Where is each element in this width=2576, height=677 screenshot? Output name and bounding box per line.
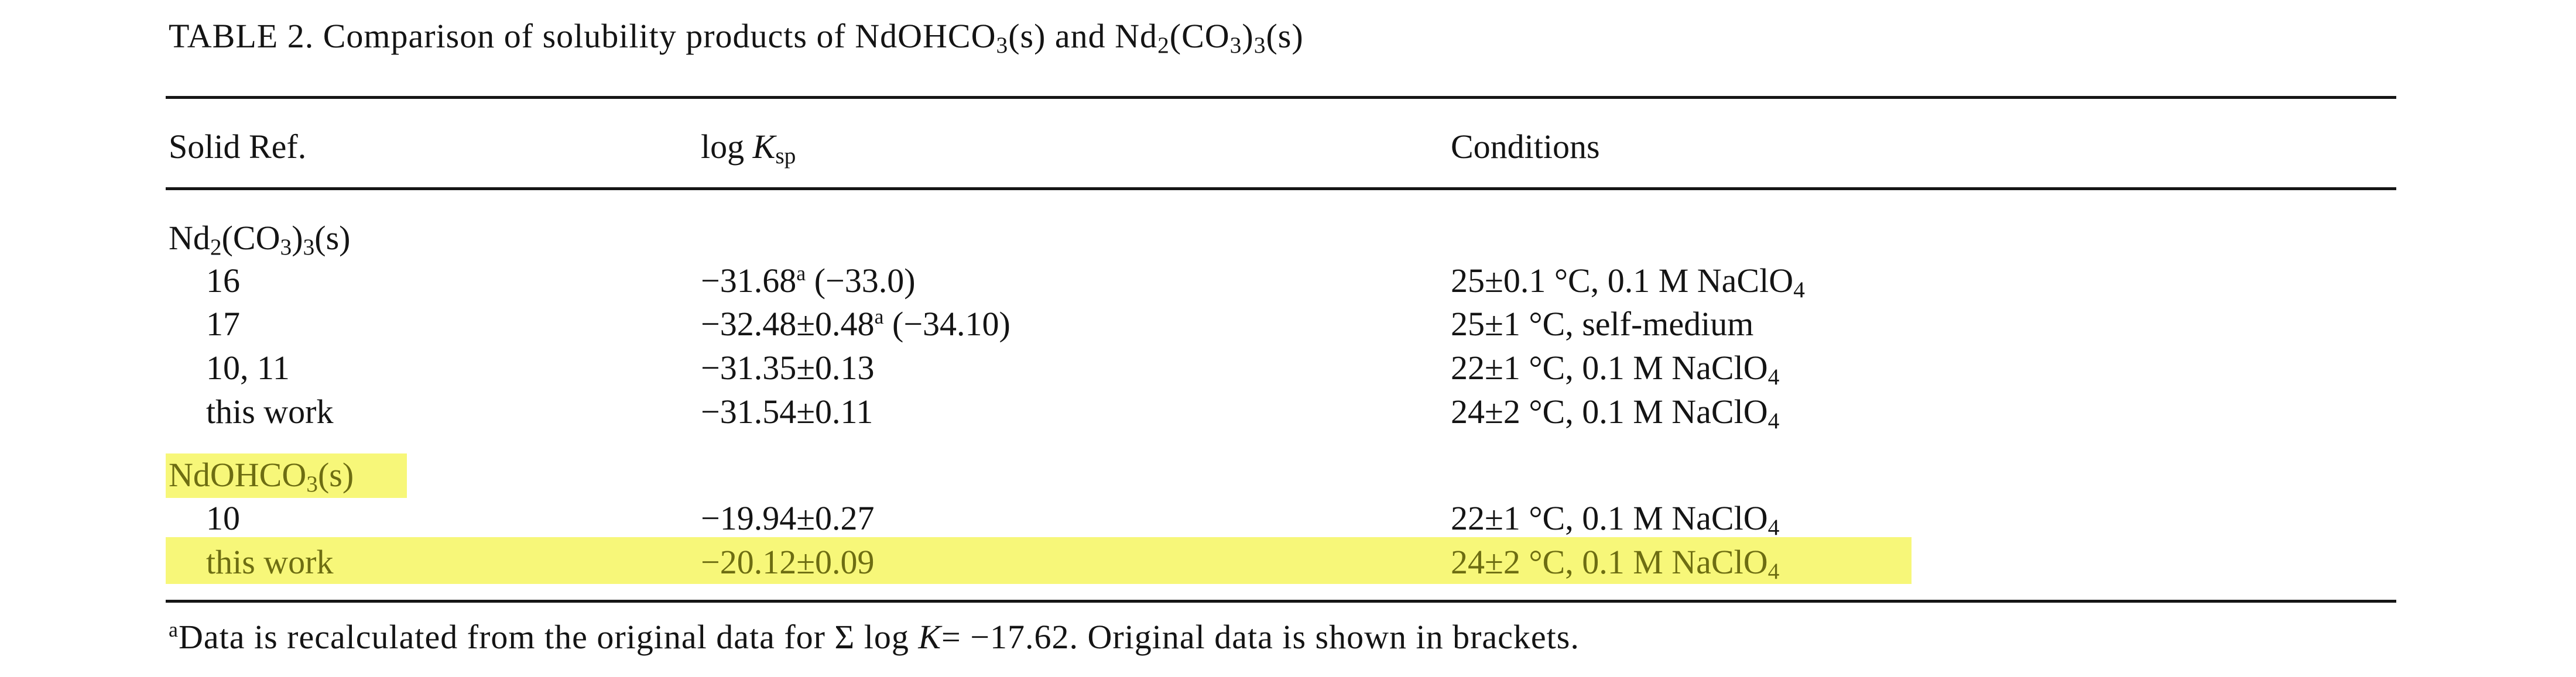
footnote-mark: a xyxy=(169,618,179,642)
caption-text: (s) and Nd xyxy=(1008,17,1158,55)
row-log-ksp: −31.35±0.13 xyxy=(701,349,875,387)
row-ref-highlighted: this work xyxy=(206,543,334,581)
caption-subscript: 2 xyxy=(1157,32,1170,59)
row-conditions: 22±1 °C, 0.1 M NaClO$_4$ xyxy=(1451,499,1780,541)
row-log-ksp: −31.68$^a$ (−33.0) xyxy=(701,262,916,300)
row-log-ksp: −19.94±0.27 xyxy=(701,499,875,537)
header-solid-ref: Solid Ref. xyxy=(169,128,307,166)
row-ref: 10 xyxy=(206,499,240,537)
table-caption xyxy=(169,16,1304,59)
row-conditions: 24±2 °C, 0.1 M NaClO$_4$ xyxy=(1451,393,1780,434)
row-log-ksp-highlighted: −20.12±0.09 xyxy=(701,543,875,581)
table-bottom-rule xyxy=(166,600,2396,603)
caption-subscript: 3 xyxy=(1229,32,1242,59)
caption-text: (CO xyxy=(1169,17,1230,55)
row-conditions-highlighted: 24±2 °C, 0.1 M NaClO$_4$ xyxy=(1451,543,1780,585)
group-title-nd2co33: $Nd_2(CO_3)_3(s)$ xyxy=(169,219,351,260)
row-conditions: 25±1 °C, self-medium xyxy=(1451,305,1754,343)
caption-text: TABLE 2. Comparison of solubility products of NdOHCO xyxy=(169,17,996,55)
header-log-ksp xyxy=(701,128,796,169)
table-footnote: $^a$Data is recalculated from the original data for Σ log K= −17.62. Original data is shown in brackets. xyxy=(169,618,1580,656)
caption-subscript: 3 xyxy=(996,32,1009,59)
row-log-ksp: −32.48±0.48$^a$ (−34.10) xyxy=(701,305,1010,343)
caption-text: ) xyxy=(1242,17,1254,55)
table-top-rule xyxy=(166,96,2396,99)
header-log-ksp-sub: sp xyxy=(775,143,796,169)
row-conditions: 22±1 °C, 0.1 M NaClO$_4$ xyxy=(1451,349,1780,390)
row-ref: 17 xyxy=(206,305,240,343)
caption-text: (s) xyxy=(1266,17,1304,55)
header-conditions: Conditions xyxy=(1451,128,1600,166)
row-ref: this work xyxy=(206,393,334,431)
row-ref: 10, 11 xyxy=(206,349,290,387)
group-title-ndohco3: NdOHCO$_3$(s) xyxy=(169,456,354,497)
header-log-ksp-prefix: log xyxy=(701,128,753,166)
caption-subscript: 3 xyxy=(1253,32,1266,59)
table-header-rule xyxy=(166,187,2396,190)
row-ref: 16 xyxy=(206,262,240,300)
row-log-ksp: −31.54±0.11 xyxy=(701,393,873,431)
row-conditions: 25±0.1 °C, 0.1 M NaClO$_4$ xyxy=(1451,262,1805,303)
header-log-ksp-k: K xyxy=(752,128,776,166)
